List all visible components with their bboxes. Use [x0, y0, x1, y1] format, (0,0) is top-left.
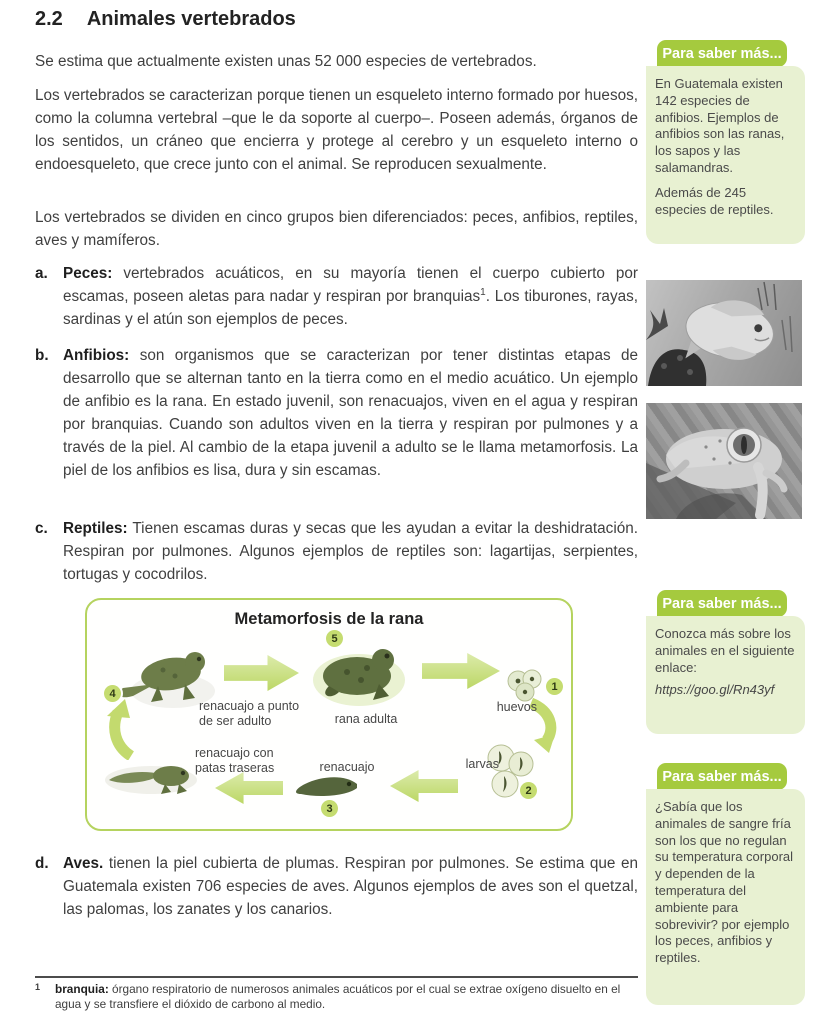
infobox-text: Conozca más sobre los animales en el siguiente enlace:: [655, 626, 795, 675]
paragraph-characteristics: Los vertebrados se caracterizan porque tienen un esqueleto interno formado por huesos, como la columna vertebral –que le da soporte al cuerpo–. Poseen además, órganos de los sentidos, un cráneo que encierra y protege al cerebro y un esqueleto interno o endoesqueleto, que crece junto con el animal. Se reproducen sexualmente.: [35, 87, 638, 173]
infobox-header: Para saber más...: [657, 40, 787, 67]
stage-label-renacuajo: renacuajo: [319, 760, 375, 774]
list-marker: c.: [35, 520, 48, 537]
list-item-reptiles: [35, 517, 638, 586]
external-link[interactable]: https://goo.gl/Rn43yf: [655, 682, 775, 698]
footnote-divider: [35, 976, 638, 978]
section-number: 2.2: [35, 8, 63, 30]
footnote: [35, 982, 638, 1012]
stage-label-huevos: huevos: [496, 700, 537, 714]
footnote-number: 1: [35, 982, 41, 992]
stage-label-larvas: larvas: [465, 757, 499, 771]
arrow-right-icon: [422, 653, 500, 689]
infobox-header: Para saber más...: [657, 590, 787, 617]
stage-number-badge: 2: [520, 782, 537, 799]
paragraph-groups: Los vertebrados se dividen en cinco grupos bien diferenciados: peces, anfibios, reptiles, aves y mamíferos.: [35, 209, 638, 249]
infobox-text: Además de 245 especies de reptiles.: [655, 184, 774, 217]
diagram-title: Metamorfosis de la rana: [234, 610, 424, 628]
stage-number-badge: 3: [321, 800, 338, 817]
infobox-text: ¿Sabía que los animales de sangre fría son los que no regulan su temperatura corporal y dependen de la temperatura del ambiente para sobrevivir? por ejemplo los peces, anfibios y reptiles.: [655, 799, 794, 966]
stage-label-renacuajo-patas: renacuajo con patas traseras: [195, 746, 275, 775]
infobox-cold-blooded: [646, 789, 805, 1005]
stage-number-badge: 4: [104, 685, 121, 702]
adult-frog-illustration: [309, 638, 409, 710]
stage-label-renacuajo-adulto: renacuajo a punto de ser adulto: [199, 699, 300, 728]
list-marker: a.: [35, 265, 48, 282]
list-term: Reptiles:: [63, 520, 128, 537]
footnote-text: órgano respiratorio de numerosos animales acuáticos por el cual se extrae oxígeno disuelto en el agua y se transfiere el dióxido de carbono al medio.: [55, 982, 621, 1011]
paragraph-intro: Se estima que actualmente existen unas 52 000 especies de vertebrados.: [35, 53, 537, 70]
arrow-left-icon: [215, 772, 283, 804]
list-text: tienen la piel cubierta de plumas. Respiran por pulmones. Se estima que en Guatemala existen 706 especies de aves. Algunos ejemplos de aves son el quetzal, las palomas, los zanates y los canarios.: [63, 855, 639, 918]
arrow-right-icon: [224, 655, 299, 691]
list-text: son organismos que se caracterizan por tener distintas etapas de desarrollo que se alternan tanto en la tierra como en el medio acuático. Un ejemplo de anfibio es la rana. En estado juvenil, son renacuajos, viven en el agua y respiran por branquias. Cuando son adultos viven en la tierra y respiran por pulmones y a través de la piel. Al cambio de la etapa juvenil a adulto se le llama metamorfosis. La piel de los anfibios es lisa, dura y sin escamas.: [63, 347, 639, 479]
list-marker: d.: [35, 855, 49, 872]
list-marker: b.: [35, 347, 49, 364]
stage-number-badge: 1: [546, 678, 563, 695]
list-text: Tienen escamas duras y secas que les ayudan a evitar la deshidratación. Respiran por pulmones. Algunos ejemplos de reptiles son: lagartijas, serpientes, tortugas y cocodrilos.: [63, 520, 638, 583]
stage-label-rana-adulta: rana adulta: [334, 712, 398, 726]
infobox-header: Para saber más...: [657, 763, 787, 790]
metamorphosis-diagram: [85, 598, 573, 831]
fish-illustration: [646, 280, 802, 386]
list-term: Aves.: [63, 855, 104, 872]
tadpole-with-legs-illustration: [103, 758, 199, 798]
arrow-left-icon: [390, 770, 458, 802]
infobox-amphibians-reptiles: [646, 66, 805, 244]
list-item-aves: [35, 852, 638, 921]
fish-photo: [646, 280, 802, 386]
list-term: Peces:: [63, 265, 113, 282]
stage-number-badge: 5: [326, 630, 343, 647]
list-term: Anfibios:: [63, 347, 130, 364]
frog-photo: [646, 403, 802, 519]
section-heading: [35, 8, 296, 31]
list-item-anfibios: [35, 344, 638, 482]
eggs-illustration: [505, 668, 543, 702]
list-text: vertebrados acuáticos, en su mayoría tienen el cuerpo cubierto por escamas, poseen aletas para nadar y respiran por branquias: [63, 265, 639, 305]
footnote-term: branquia:: [55, 982, 109, 996]
section-title: Animales vertebrados: [86, 8, 296, 30]
list-text: . Los tiburones, rayas, sardinas y el atún son ejemplos de peces.: [63, 288, 638, 328]
infobox-link: [646, 616, 805, 734]
infobox-text: En Guatemala existen 142 especies de anfibios. Ejemplos de anfibios son las ranas, los sapos y las salamandras.: [655, 76, 785, 175]
footnote-ref: 1: [480, 286, 486, 298]
list-item-peces: [35, 262, 638, 331]
tree-frog-illustration: [646, 403, 802, 519]
